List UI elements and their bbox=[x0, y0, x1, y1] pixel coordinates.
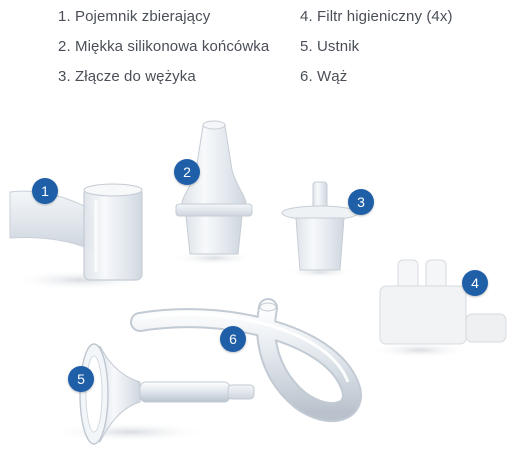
legend-label: Miękka silikonowa końcówka bbox=[75, 38, 270, 55]
legend-number: 6. bbox=[300, 68, 313, 85]
legend-number: 3. bbox=[58, 68, 71, 85]
mouthpiece-icon bbox=[50, 344, 254, 444]
badge-5: 5 bbox=[68, 366, 94, 392]
silicone-tip-icon bbox=[172, 121, 256, 265]
collection-container-icon bbox=[10, 184, 150, 290]
legend-number: 1. bbox=[58, 8, 71, 25]
badge-4: 4 bbox=[462, 270, 488, 296]
legend-item-6 bbox=[300, 68, 347, 85]
legend-label: Wąż bbox=[317, 68, 348, 85]
badge-6: 6 bbox=[220, 326, 246, 352]
legend-label: Filtr higieniczny (4x) bbox=[317, 8, 453, 25]
legend-number: 4. bbox=[300, 8, 313, 25]
badge-1: 1 bbox=[32, 178, 58, 204]
parts-legend bbox=[0, 0, 516, 90]
legend-number: 2. bbox=[58, 38, 71, 55]
legend-item-4 bbox=[300, 8, 453, 25]
tube-connector-icon bbox=[282, 182, 358, 278]
legend-item-1 bbox=[58, 8, 210, 25]
legend-number: 5. bbox=[300, 38, 313, 55]
legend-label: Pojemnik zbierający bbox=[75, 8, 211, 25]
legend-item-2 bbox=[58, 38, 269, 55]
legend-label: Ustnik bbox=[317, 38, 360, 55]
badge-3: 3 bbox=[348, 189, 374, 215]
badge-2: 2 bbox=[174, 159, 200, 185]
legend-item-5 bbox=[300, 38, 359, 55]
legend-item-3 bbox=[58, 68, 196, 85]
product-parts-photo bbox=[0, 100, 516, 460]
legend-label: Złącze do wężyka bbox=[75, 68, 196, 85]
